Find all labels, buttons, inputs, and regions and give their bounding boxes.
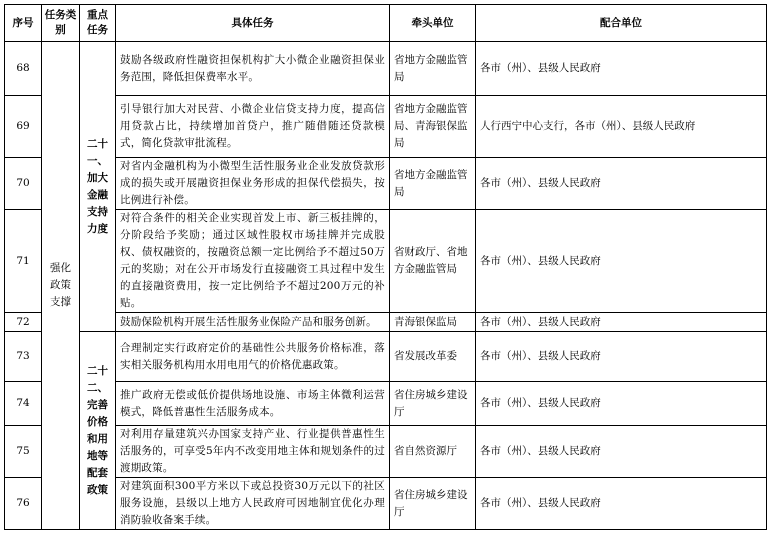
table-row (5, 42, 767, 96)
table-row (5, 96, 767, 158)
header-category: 任务类别 (42, 5, 80, 42)
row-task: 对省内金融机构为小微型生活性服务业企业发放贷款形成的损失或开展融资担保业务形成的担保代偿损失，按比例进行补偿。 (116, 158, 390, 210)
row-coop: 各市（州）、县级人民政府 (476, 158, 767, 210)
row-coop: 各市（州）、县级人民政府 (476, 332, 767, 382)
row-seq: 74 (5, 382, 42, 426)
row-lead: 省财政厅、省地方金融监管局 (390, 210, 476, 313)
header-task: 具体任务 (116, 5, 390, 42)
row-lead: 省发展改革委 (390, 332, 476, 382)
row-coop: 各市（州）、县级人民政府 (476, 382, 767, 426)
row-seq: 72 (5, 313, 42, 332)
row-task: 鼓励各级政府性融资担保机构扩大小微企业融资担保业务范围，降低担保费率水平。 (116, 42, 390, 96)
row-seq: 76 (5, 478, 42, 530)
focus-group-price-land: 二十二、完善价格和用地等配套政策 (80, 332, 116, 530)
task-table (4, 4, 767, 530)
task-category: 强化政策支撑 (42, 42, 80, 530)
table-row (5, 210, 767, 313)
row-lead: 省地方金融监管局、青海银保监局 (390, 96, 476, 158)
row-lead: 省自然资源厅 (390, 426, 476, 478)
row-coop: 各市（州）、县级人民政府 (476, 313, 767, 332)
row-lead: 省地方金融监管局 (390, 158, 476, 210)
focus-group-finance: 二十一、加大金融支持力度 (80, 42, 116, 332)
row-coop: 各市（州）、县级人民政府 (476, 426, 767, 478)
table-row (5, 478, 767, 530)
row-seq: 75 (5, 426, 42, 478)
row-coop: 各市（州）、县级人民政府 (476, 478, 767, 530)
row-coop: 人行西宁中心支行，各市（州）、县级人民政府 (476, 96, 767, 158)
row-lead: 省住房城乡建设厅 (390, 382, 476, 426)
table-row (5, 332, 767, 382)
row-task: 推广政府无偿或低价提供场地设施、市场主体微利运营模式，降低普惠性生活服务成本。 (116, 382, 390, 426)
row-coop: 各市（州）、县级人民政府 (476, 210, 767, 313)
row-seq: 68 (5, 42, 42, 96)
row-lead: 青海银保监局 (390, 313, 476, 332)
row-lead: 省地方金融监管局 (390, 42, 476, 96)
row-task: 对利用存量建筑兴办国家支持产业、行业提供普惠性生活服务的，可享受5年内不改变用地主体和规划条件的过渡期政策。 (116, 426, 390, 478)
table-row (5, 158, 767, 210)
row-task: 引导银行加大对民营、小微企业信贷支持力度，提高信用贷款占比，持续增加首贷户，推广随借随还贷款模式，简化贷款审批流程。 (116, 96, 390, 158)
header-coop: 配合单位 (476, 5, 767, 42)
row-lead: 省住房城乡建设厅 (390, 478, 476, 530)
header-focus: 重点任务 (80, 5, 116, 42)
table-row (5, 313, 767, 332)
row-coop: 各市（州）、县级人民政府 (476, 42, 767, 96)
row-task: 鼓励保险机构开展生活性服务业保险产品和服务创新。 (116, 313, 390, 332)
header-row (5, 5, 767, 42)
table-row (5, 426, 767, 478)
table-row (5, 382, 767, 426)
row-seq: 69 (5, 96, 42, 158)
row-seq: 71 (5, 210, 42, 313)
row-task: 对符合条件的相关企业实现首发上市、新三板挂牌的，分阶段给予奖励；通过区域性股权市场挂牌并完成股权、债权融资的，按融资总额一定比例给予不超过50万元的奖励；对在公开市场发行直接融资工具过程中发生的直接融资费用，按一定比例给予不超过200万元的补贴。 (116, 210, 390, 313)
header-lead: 牵头单位 (390, 5, 476, 42)
row-seq: 73 (5, 332, 42, 382)
row-seq: 70 (5, 158, 42, 210)
row-task: 对建筑面积300平方米以下或总投资30万元以下的社区服务设施，县级以上地方人民政府可因地制宜优化办理消防验收备案手续。 (116, 478, 390, 530)
row-task: 合理制定实行政府定价的基础性公共服务价格标准，落实相关服务机构用水用电用气的价格优惠政策。 (116, 332, 390, 382)
header-seq: 序号 (5, 5, 42, 42)
